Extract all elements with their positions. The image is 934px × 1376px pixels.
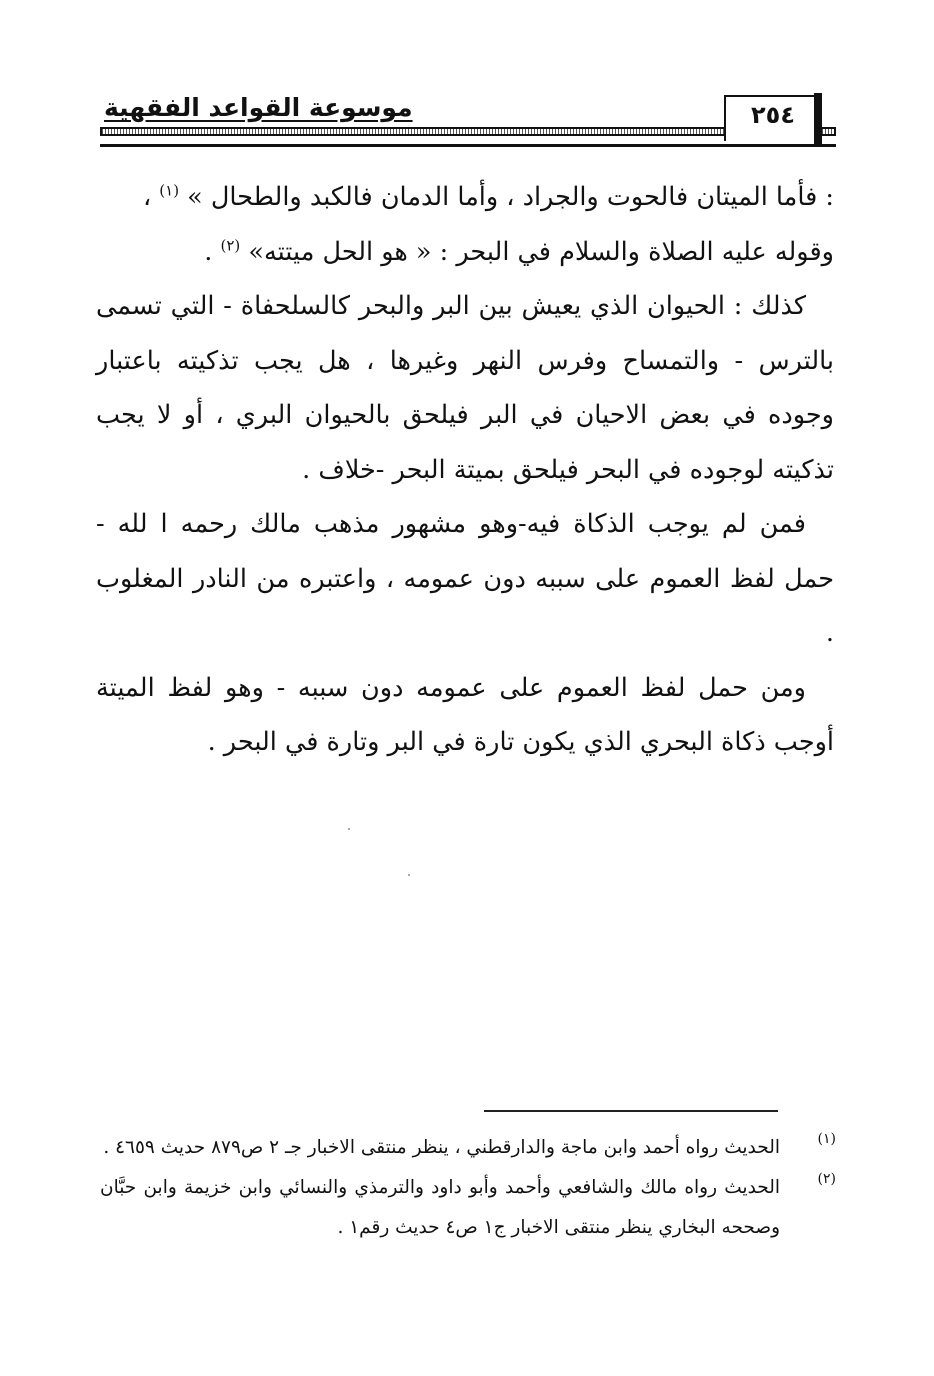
footnote-ref-1: (١)	[159, 181, 180, 200]
main-text	[96, 170, 834, 770]
footnote-1-mark: (١)	[817, 1131, 836, 1147]
footnote-1	[100, 1128, 836, 1168]
footnote-separator	[484, 1110, 778, 1112]
footnotes	[100, 1128, 836, 1248]
scan-speck	[408, 874, 410, 876]
footnote-1-text: الحديث رواه أحمد وابن ماجة والدارقطني ، ينظر منتقى الاخبار جـ ٢ ص٨٧٩ حديث ٤٦٥٩ .	[103, 1137, 780, 1158]
paragraph-4: فمن لم يوجب الذكاة فيه-وهو مشهور مذهب مالك رحمه ا لله - حمل لفظ العموم على سببه دون عمومه ، واعتبره من النادر المغلوب .	[96, 509, 834, 648]
book-title: موسوعة القواعد الفقهية	[104, 93, 413, 122]
paragraph-1	[96, 170, 834, 225]
paragraph-5: ومن حمل لفظ العموم على عمومه دون سببه - وهو لفظ الميتة أوجب ذكاة البحري الذي يكون تارة في البر وتارة في البحر .	[96, 672, 834, 757]
paragraph-1-tail: ،	[142, 182, 152, 212]
page-number: ٢٥٤	[751, 101, 795, 129]
footnote-2-mark: (٢)	[817, 1171, 836, 1187]
paragraph-2-text: وقوله عليه الصلاة والسلام في البحر : « هو الحل ميتته»	[248, 236, 834, 267]
paragraph-3: كذلك : الحيوان الذي يعيش بين البر والبحر كالسلحفاة - التي تسمى بالترس - والتمساح وفرس النهر وغيرها ، هل يجب تذكيته باعتبار وجوده في بعض الاحيان في البر فيلحق بالحيوان البري ، أو لا يجب تذكيته لوجوده في البحر فيلحق بميتة البحر -خلاف .	[96, 291, 834, 485]
page-header	[100, 85, 836, 151]
paragraph-2-tail: .	[204, 236, 213, 267]
footnote-2-text: الحديث رواه مالك والشافعي وأحمد وأبو داود والترمذي والنسائي وابن خزيمة وابن حبَّان وصححه البخاري ينظر منتقى الاخبار ج١ ص٤ حديث رقم١ .	[100, 1177, 780, 1238]
paragraph-1-text: : فأما الميتان فالحوت والجراد ، وأما الدمان فالكبد والطحال »	[187, 182, 834, 212]
scan-speck	[348, 828, 350, 830]
paragraph-2	[96, 225, 834, 280]
footnote-2	[100, 1168, 836, 1248]
header-rule	[100, 144, 836, 147]
page-number-box-edge	[814, 93, 822, 145]
footnote-ref-2: (٢)	[220, 236, 241, 254]
